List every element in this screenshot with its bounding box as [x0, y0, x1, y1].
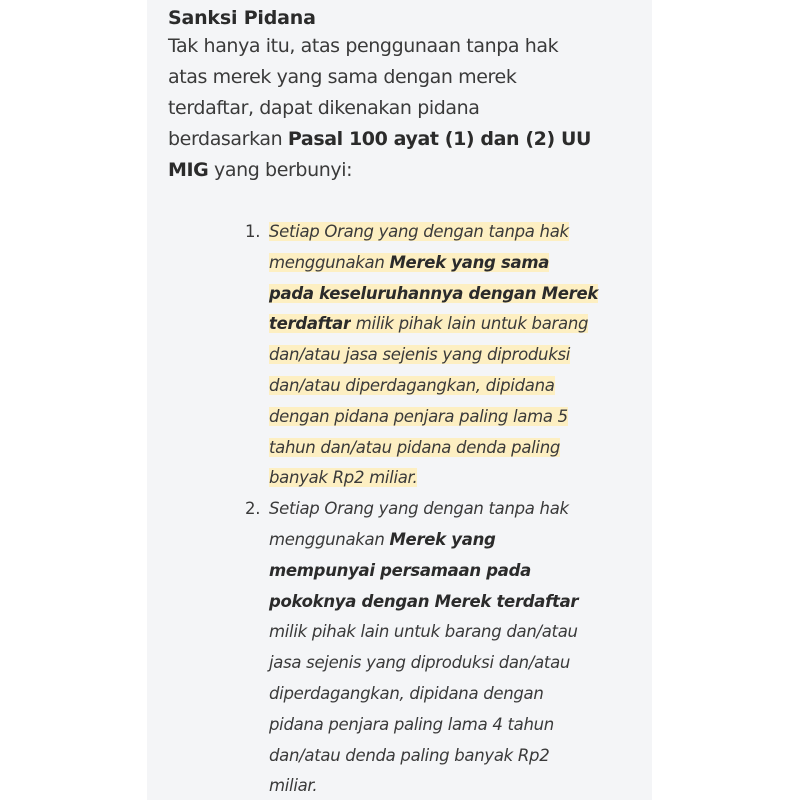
- text-line: [269, 309, 598, 340]
- text-line: [269, 463, 598, 494]
- list-number: 2.: [245, 499, 261, 519]
- text-segment: atas merek yang sama dengan merek: [168, 66, 517, 88]
- article-list: [245, 217, 598, 802]
- text-line: [269, 371, 598, 402]
- text-line: [269, 279, 598, 310]
- text-segment: Setiap Orang yang dengan tanpa hak: [269, 499, 569, 519]
- text-line: [269, 217, 598, 248]
- text-segment: berdasarkan: [168, 128, 288, 150]
- text-line: [269, 248, 598, 279]
- text-line: [269, 556, 598, 587]
- text-line: [269, 402, 598, 433]
- text-segment: terdaftar, dapat dikenakan pidana: [168, 97, 480, 119]
- text-line: [269, 433, 598, 464]
- text-segment: yang berbunyi:: [208, 159, 353, 181]
- list-item: [245, 217, 598, 494]
- bold-text: mempunyai persamaan pada: [269, 560, 531, 580]
- text-line: [168, 31, 591, 62]
- text-segment: menggunakan: [269, 529, 390, 549]
- text-line: [269, 679, 598, 710]
- text-line: [168, 62, 591, 93]
- bold-text: pokoknya dengan Merek terdaftar: [269, 591, 579, 611]
- text-segment: jasa sejenis yang diproduksi dan/atau: [269, 653, 571, 673]
- bold-text: Merek yang: [389, 529, 496, 549]
- text-segment: milik pihak lain untuk barang: [350, 314, 589, 334]
- text-segment: Setiap Orang yang dengan tanpa hak: [269, 222, 569, 241]
- text-segment: pidana penjara paling lama 4 tahun: [269, 714, 554, 734]
- text-segment: diperdagangkan, dipidana dengan: [269, 683, 544, 703]
- text-segment: Tak hanya itu, atas penggunaan tanpa hak: [168, 35, 559, 57]
- intro-paragraph: [168, 31, 591, 186]
- text-segment: dengan pidana penjara paling lama 5: [269, 406, 568, 426]
- text-segment: banyak Rp2 miliar.: [269, 468, 418, 488]
- text-segment: dan/atau jasa sejenis yang diproduksi: [269, 345, 571, 365]
- bold-text: Pasal 100 ayat (1) dan (2) UU: [287, 128, 592, 150]
- bold-text: Merek yang sama: [389, 252, 550, 272]
- list-number: 1.: [245, 222, 261, 241]
- text-line: [168, 124, 591, 155]
- text-line: [168, 155, 591, 186]
- section-title: Sanksi Pidana: [168, 7, 316, 29]
- text-line: [269, 771, 598, 802]
- bold-text: terdaftar: [269, 314, 351, 334]
- text-line: [269, 617, 598, 648]
- text-line: [269, 340, 598, 371]
- text-line: [269, 710, 598, 741]
- text-line: [269, 741, 598, 772]
- text-line: [269, 648, 598, 679]
- list-item: [245, 494, 598, 802]
- bold-text: MIG: [168, 159, 209, 181]
- text-segment: miliar.: [269, 776, 318, 796]
- bold-text: pada keseluruhannya dengan Merek: [269, 283, 599, 303]
- text-segment: tahun dan/atau pidana denda paling: [269, 437, 561, 457]
- text-segment: milik pihak lain untuk barang dan/atau: [269, 622, 578, 642]
- text-segment: menggunakan: [269, 252, 390, 272]
- text-line: [269, 525, 598, 556]
- text-line: [269, 494, 598, 525]
- text-segment: dan/atau diperdagangkan, dipidana: [269, 375, 555, 395]
- text-line: [269, 587, 598, 618]
- text-line: [168, 93, 591, 124]
- text-segment: dan/atau denda paling banyak Rp2: [269, 745, 550, 765]
